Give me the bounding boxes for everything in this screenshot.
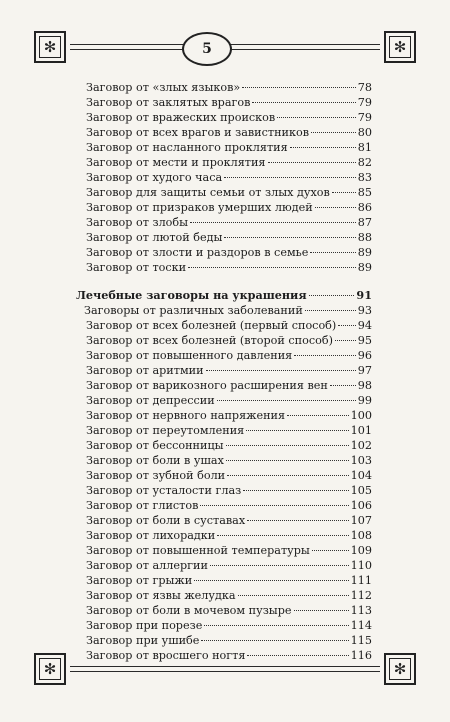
toc-entry <box>86 155 372 170</box>
toc-entry-page: 96 <box>357 349 372 362</box>
toc-entry-title: Заговоры от различных заболеваний <box>84 304 303 317</box>
toc-entry <box>86 438 372 453</box>
dot-leader <box>338 325 355 326</box>
toc-entry-page: 93 <box>357 304 372 317</box>
toc-entry-title: Заговор от мести и проклятия <box>86 156 266 169</box>
toc-entry <box>86 393 372 408</box>
toc-entry-title: Заговор от злости и раздоров в семье <box>86 246 309 259</box>
table-of-contents <box>76 80 372 663</box>
dot-leader <box>201 640 348 641</box>
ornament-icon <box>34 31 66 63</box>
dot-leader <box>194 580 348 581</box>
toc-entry-title: Заговор от лихорадки <box>86 529 216 542</box>
toc-entry-title: Заговор от вросшего ногтя <box>86 649 246 662</box>
dot-leader <box>200 505 348 506</box>
toc-entry <box>86 483 372 498</box>
toc-entry <box>86 185 372 200</box>
toc-entry-page: 85 <box>357 186 372 199</box>
dot-leader <box>243 490 348 491</box>
toc-entry-page: 89 <box>357 246 372 259</box>
dot-leader <box>330 385 356 386</box>
toc-entry <box>86 95 372 110</box>
dot-leader <box>210 565 349 566</box>
dot-leader <box>310 252 355 253</box>
toc-entry-title: Заговор при ушибе <box>86 634 200 647</box>
toc-entry-page: 81 <box>357 141 372 154</box>
toc-entry <box>86 408 372 423</box>
toc-entry-page: 86 <box>357 201 372 214</box>
toc-entry <box>86 498 372 513</box>
toc-entry <box>86 573 372 588</box>
toc-entry <box>86 618 372 633</box>
toc-entry-page: 116 <box>350 649 372 662</box>
toc-entry-page: 105 <box>350 484 372 497</box>
toc-entry-title: Заговор от заклятых врагов <box>86 96 251 109</box>
toc-entry <box>86 363 372 378</box>
toc-entry <box>86 230 372 245</box>
toc-entry-title: Заговор от худого часа <box>86 171 223 184</box>
dot-leader <box>311 132 356 133</box>
toc-entry-title: Заговор от боли в ушах <box>86 454 224 467</box>
toc-entry-title: Заговор от всех болезней (второй способ) <box>86 334 333 347</box>
dot-leader <box>294 610 349 611</box>
toc-entry-page: 91 <box>356 288 372 302</box>
toc-entry-title: Заговор от аритмии <box>86 364 204 377</box>
toc-entry <box>86 245 372 260</box>
dot-leader <box>226 445 349 446</box>
toc-entry-title: Заговор от лютой беды <box>86 231 223 244</box>
ornament-icon <box>384 31 416 63</box>
toc-entry <box>86 80 372 95</box>
toc-entry-title: Заговор от всех болезней (первый способ) <box>86 319 337 332</box>
dot-leader <box>217 535 348 536</box>
toc-entry-title: Заговор от нервного напряжения <box>86 409 286 422</box>
dot-leader <box>290 147 356 148</box>
toc-entry-page: 78 <box>357 81 372 94</box>
toc-entry-page: 79 <box>357 96 372 109</box>
toc-entry-page: 95 <box>357 334 372 347</box>
toc-entry <box>86 558 372 573</box>
toc-section-heading <box>76 288 372 303</box>
dot-leader <box>204 625 348 626</box>
toc-entry-title: Заговор от насланного проклятия <box>86 141 288 154</box>
toc-entry <box>86 513 372 528</box>
toc-entry-title: Заговор при порезе <box>86 619 203 632</box>
dot-leader <box>305 310 356 311</box>
toc-entry-title: Заговор от переутомления <box>86 424 245 437</box>
toc-entry-page: 112 <box>350 589 372 602</box>
toc-entry <box>86 588 372 603</box>
toc-subsection-heading <box>84 303 372 318</box>
toc-entry-page: 98 <box>357 379 372 392</box>
dot-leader <box>335 340 356 341</box>
dot-leader <box>312 550 349 551</box>
dot-leader <box>238 595 349 596</box>
dot-leader <box>190 222 356 223</box>
dot-leader <box>332 192 356 193</box>
dot-leader <box>206 370 356 371</box>
toc-entry-title: Заговор от усталости глаз <box>86 484 242 497</box>
toc-entry-title: Заговор от варикозного расширения вен <box>86 379 328 392</box>
toc-entry-page: 106 <box>350 499 372 512</box>
footer-rule-bottom <box>70 671 380 672</box>
toc-entry-title: Заговор от вражеских происков <box>86 111 276 124</box>
toc-entry-title: Заговор от депрессии <box>86 394 215 407</box>
toc-entry <box>86 453 372 468</box>
spacer <box>86 275 372 288</box>
toc-entry <box>86 200 372 215</box>
toc-entry-page: 82 <box>357 156 372 169</box>
toc-entry-page: 110 <box>350 559 372 572</box>
toc-entry-title: Заговор от бессонницы <box>86 439 224 452</box>
toc-entry-page: 109 <box>350 544 372 557</box>
toc-entry-title: Заговор от язвы желудка <box>86 589 236 602</box>
toc-entry <box>86 333 372 348</box>
toc-entry-title: Заговор от тоски <box>86 261 187 274</box>
toc-entry <box>86 528 372 543</box>
toc-entry-title: Заговор от «злых языков» <box>86 81 241 94</box>
dot-leader <box>242 87 356 88</box>
dot-leader <box>246 430 348 431</box>
toc-entry-title: Заговор от призраков умерших людей <box>86 201 313 214</box>
dot-leader <box>294 355 356 356</box>
toc-entry <box>86 633 372 648</box>
dot-leader <box>188 267 356 268</box>
dot-leader <box>252 102 355 103</box>
toc-entry <box>86 318 372 333</box>
toc-entry-page: 103 <box>350 454 372 467</box>
toc-entry-page: 79 <box>357 111 372 124</box>
toc-entry-page: 102 <box>350 439 372 452</box>
toc-entry-page: 101 <box>350 424 372 437</box>
dot-leader <box>227 475 349 476</box>
toc-entry-title: Заговор от боли в мочевом пузыре <box>86 604 292 617</box>
toc-entry <box>86 543 372 558</box>
toc-entry-page: 108 <box>350 529 372 542</box>
toc-entry-page: 94 <box>357 319 372 332</box>
toc-entry-title: Заговор от повышенного давления <box>86 349 293 362</box>
toc-entry <box>86 378 372 393</box>
toc-entry-page: 111 <box>350 574 372 587</box>
page-number: 5 <box>182 32 232 66</box>
toc-entry-page: 97 <box>357 364 372 377</box>
ornament-icon <box>384 653 416 685</box>
toc-entry <box>86 468 372 483</box>
footer-rule-top <box>70 666 380 667</box>
dot-leader <box>247 655 348 656</box>
toc-entry-page: 113 <box>350 604 372 617</box>
dot-leader <box>309 295 355 296</box>
ornament-icon <box>34 653 66 685</box>
toc-entry <box>86 215 372 230</box>
toc-entry <box>86 423 372 438</box>
toc-entry-page: 99 <box>357 394 372 407</box>
toc-entry-page: 80 <box>357 126 372 139</box>
toc-entry-page: 104 <box>350 469 372 482</box>
toc-entry-page: 88 <box>357 231 372 244</box>
dot-leader <box>226 460 349 461</box>
toc-entry-page: 107 <box>350 514 372 527</box>
toc-entry-page: 83 <box>357 171 372 184</box>
toc-entry-page: 115 <box>350 634 372 647</box>
toc-entry-title: Заговор от аллергии <box>86 559 208 572</box>
toc-entry-title: Заговор для защиты семьи от злых духов <box>86 186 330 199</box>
toc-entry-title: Заговор от боли в суставах <box>86 514 246 527</box>
dot-leader <box>315 207 356 208</box>
toc-entry <box>86 125 372 140</box>
dot-leader <box>268 162 356 163</box>
toc-entry-page: 89 <box>357 261 372 274</box>
toc-entry <box>86 648 372 663</box>
toc-entry <box>86 603 372 618</box>
toc-entry-page: 100 <box>350 409 372 422</box>
toc-entry-title: Заговор от повышенной температуры <box>86 544 310 557</box>
toc-entry-page: 87 <box>357 216 372 229</box>
toc-entry <box>86 348 372 363</box>
dot-leader <box>217 400 356 401</box>
toc-entry-page: 114 <box>350 619 372 632</box>
toc-entry-title: Заговор от глистов <box>86 499 199 512</box>
toc-entry-title: Заговор от злобы <box>86 216 189 229</box>
toc-entry <box>86 170 372 185</box>
dot-leader <box>247 520 348 521</box>
dot-leader <box>287 415 349 416</box>
dot-leader <box>224 237 355 238</box>
toc-entry-title: Заговор от зубной боли <box>86 469 226 482</box>
toc-entry-title: Заговор от всех врагов и завистников <box>86 126 310 139</box>
toc-entry-title: Лечебные заговоры на украшения <box>76 288 307 302</box>
dot-leader <box>224 177 356 178</box>
toc-entry <box>86 110 372 125</box>
toc-entry <box>86 260 372 275</box>
dot-leader <box>277 117 356 118</box>
toc-entry <box>86 140 372 155</box>
toc-entry-title: Заговор от грыжи <box>86 574 193 587</box>
